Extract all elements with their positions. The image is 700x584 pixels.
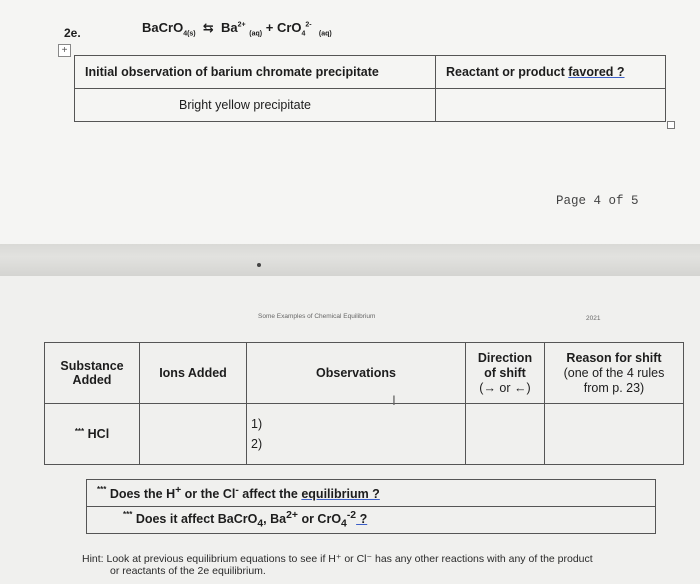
hint-text: Hint: Look at previous equilibrium equations to see if H⁺ or Cl⁻ has any other reactions with any of the product or reactants of the 2e equilibrium.: [82, 553, 593, 577]
observation-table: [74, 55, 666, 122]
page-gap: [0, 244, 700, 276]
cell-reactant-or-product[interactable]: [436, 89, 666, 122]
table-move-handle-icon[interactable]: +: [58, 44, 71, 57]
shift-table: [44, 342, 684, 465]
cell-substance[interactable]: *** HCl: [45, 404, 140, 465]
question-species: *** Does it affect BaCrO$_4$, $Ba^{2+}$ or CrO$_4^{-2}$ ?: [87, 507, 656, 534]
header-observations: Observations: [247, 343, 466, 404]
cell-initial-observation[interactable]: Bright yellow precipitate: [75, 89, 436, 122]
page-footer-title: Some Examples of Chemical Equilibrium: [258, 313, 376, 320]
header-reason: Reason for shift (one of the 4 rules from p. 23): [545, 343, 684, 404]
header-reactant-or-product: Reactant or product favored ?: [436, 56, 666, 89]
text-cursor-icon: I: [392, 392, 396, 408]
page-marker-dot: [257, 263, 261, 267]
cell-reason[interactable]: [545, 404, 684, 465]
cell-observations[interactable]: 1) 2): [247, 404, 466, 465]
header-direction: Direction of shift (→ or ←): [466, 343, 545, 404]
equilibrium-arrow-icon: ⇆: [202, 20, 214, 35]
question-equilibrium: *** Does the H+ or the Cl- affect the equilibrium ?: [87, 480, 656, 507]
page-footer-year: 2021: [586, 315, 601, 322]
header-ions-added: Ions Added: [140, 343, 247, 404]
page-number: Page 4 of 5: [556, 194, 639, 208]
header-initial-observation: Initial observation of barium chromate precipitate: [75, 56, 436, 89]
cell-direction[interactable]: [466, 404, 545, 465]
table-resize-handle-icon[interactable]: [667, 121, 675, 129]
question-table: [86, 479, 656, 534]
problem-number: 2e.: [64, 26, 81, 40]
header-substance-added: Substance Added: [45, 343, 140, 404]
cell-ions[interactable]: [140, 404, 247, 465]
chemical-equation: BaCrO$_{4(s)}$ ⇆ $Ba^{2+}$ $_{(aq)}$ + CrO$_4^{2-}$ $_{(aq)}$: [142, 20, 332, 38]
